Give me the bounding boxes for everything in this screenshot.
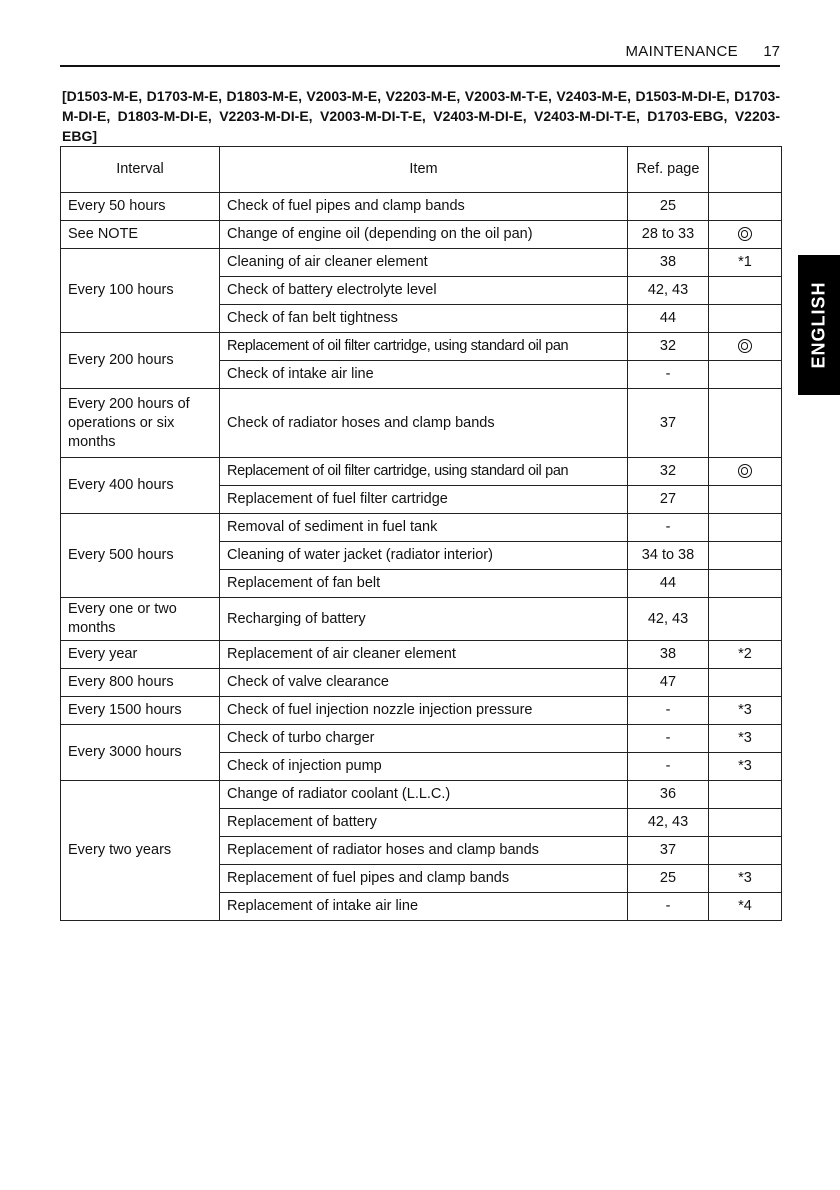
note-cell	[709, 305, 782, 333]
ref-page-cell: 42, 43	[628, 598, 709, 641]
item-cell: Check of injection pump	[220, 753, 628, 781]
note-cell	[709, 277, 782, 305]
ref-page-cell: -	[628, 697, 709, 725]
item-cell: Replacement of fuel pipes and clamp bands	[220, 865, 628, 893]
table-row	[61, 333, 782, 361]
note-cell: *4	[709, 893, 782, 921]
table-row	[61, 193, 782, 221]
interval-cell: Every one or two months	[61, 598, 220, 641]
double-circle-icon	[738, 227, 752, 241]
note-cell	[709, 193, 782, 221]
note-cell	[709, 598, 782, 641]
ref-page-cell: 42, 43	[628, 277, 709, 305]
interval-cell: Every 200 hours of operations or six months	[61, 389, 220, 458]
section-title: MAINTENANCE	[625, 43, 738, 60]
language-tab	[798, 255, 840, 395]
ref-page-cell: -	[628, 361, 709, 389]
ref-page-cell: -	[628, 893, 709, 921]
ref-page-cell: 25	[628, 193, 709, 221]
ref-page-cell: 38	[628, 641, 709, 669]
header-ref-page: Ref. page	[628, 147, 709, 193]
interval-cell: Every 800 hours	[61, 669, 220, 697]
important-mark-cell	[709, 221, 782, 249]
interval-cell: Every 1500 hours	[61, 697, 220, 725]
note-cell: *3	[709, 753, 782, 781]
note-cell	[709, 542, 782, 570]
item-cell: Check of intake air line	[220, 361, 628, 389]
ref-page-cell: 37	[628, 837, 709, 865]
interval-cell: Every 500 hours	[61, 514, 220, 598]
item-cell: Change of radiator coolant (L.L.C.)	[220, 781, 628, 809]
header-item: Item	[220, 147, 628, 193]
item-cell: Recharging of battery	[220, 598, 628, 641]
note-cell	[709, 809, 782, 837]
item-cell: Replacement of intake air line	[220, 893, 628, 921]
interval-cell: Every year	[61, 641, 220, 669]
ref-page-cell: 38	[628, 249, 709, 277]
ref-page-cell: 36	[628, 781, 709, 809]
double-circle-icon	[738, 339, 752, 353]
important-mark-cell	[709, 458, 782, 486]
note-cell	[709, 514, 782, 542]
table-row	[61, 221, 782, 249]
ref-page-cell: 25	[628, 865, 709, 893]
ref-page-cell: -	[628, 753, 709, 781]
interval-cell: Every two years	[61, 781, 220, 921]
table-row	[61, 641, 782, 669]
ref-page-cell: 37	[628, 389, 709, 458]
ref-page-cell: 44	[628, 570, 709, 598]
note-cell: *3	[709, 697, 782, 725]
table-row	[61, 389, 782, 458]
note-cell: *1	[709, 249, 782, 277]
interval-cell: Every 50 hours	[61, 193, 220, 221]
note-cell	[709, 570, 782, 598]
note-cell	[709, 389, 782, 458]
page-header	[60, 43, 780, 67]
interval-cell: See NOTE	[61, 221, 220, 249]
important-mark-cell	[709, 333, 782, 361]
item-cell: Check of valve clearance	[220, 669, 628, 697]
header-interval: Interval	[61, 147, 220, 193]
maintenance-table	[60, 146, 782, 921]
interval-cell: Every 3000 hours	[61, 725, 220, 781]
ref-page-cell: 32	[628, 458, 709, 486]
item-cell: Replacement of air cleaner element	[220, 641, 628, 669]
language-tab-label: ENGLISH	[808, 281, 829, 369]
item-cell: Check of fuel injection nozzle injection pressure	[220, 697, 628, 725]
item-cell: Check of fuel pipes and clamp bands	[220, 193, 628, 221]
note-cell: *3	[709, 725, 782, 753]
table-body	[61, 193, 782, 921]
ref-page-cell: 32	[628, 333, 709, 361]
double-circle-icon	[738, 464, 752, 478]
note-cell	[709, 361, 782, 389]
note-cell: *3	[709, 865, 782, 893]
interval-cell: Every 100 hours	[61, 249, 220, 333]
table-row	[61, 725, 782, 753]
interval-cell: Every 200 hours	[61, 333, 220, 389]
item-cell: Cleaning of air cleaner element	[220, 249, 628, 277]
note-cell: *2	[709, 641, 782, 669]
ref-page-cell: 28 to 33	[628, 221, 709, 249]
page-number: 17	[763, 43, 780, 60]
table-row	[61, 458, 782, 486]
item-cell: Replacement of radiator hoses and clamp bands	[220, 837, 628, 865]
item-cell: Replacement of fuel filter cartridge	[220, 486, 628, 514]
table-header-row	[61, 147, 782, 193]
item-cell: Check of battery electrolyte level	[220, 277, 628, 305]
item-cell: Check of radiator hoses and clamp bands	[220, 389, 628, 458]
interval-cell: Every 400 hours	[61, 458, 220, 514]
ref-page-cell: 44	[628, 305, 709, 333]
item-cell: Replacement of fan belt	[220, 570, 628, 598]
ref-page-cell: -	[628, 514, 709, 542]
table-row	[61, 514, 782, 542]
ref-page-cell: 34 to 38	[628, 542, 709, 570]
note-cell	[709, 486, 782, 514]
note-cell	[709, 669, 782, 697]
model-list: [D1503-M-E, D1703-M-E, D1803-M-E, V2003-M-E, V2203-M-E, V2003-M-T-E, V2403-M-E, D1503-M-DI-E, D1703-M-DI-E, D1803-M-DI-E, V2203-M-DI-E, V2003-M-DI-T-E, V2403-M-DI-E, V2403-M-DI-T-E, D1703-EBG, V2203-EBG]	[62, 88, 780, 144]
table-row	[61, 249, 782, 277]
table-row	[61, 781, 782, 809]
note-cell	[709, 781, 782, 809]
item-cell: Replacement of oil filter cartridge, using standard oil pan	[220, 458, 628, 486]
item-cell: Replacement of oil filter cartridge, using standard oil pan	[220, 333, 628, 361]
ref-page-cell: 27	[628, 486, 709, 514]
item-cell: Replacement of battery	[220, 809, 628, 837]
ref-page-cell: -	[628, 725, 709, 753]
table-row	[61, 598, 782, 641]
item-cell: Check of fan belt tightness	[220, 305, 628, 333]
item-cell: Removal of sediment in fuel tank	[220, 514, 628, 542]
ref-page-cell: 42, 43	[628, 809, 709, 837]
item-cell: Cleaning of water jacket (radiator interior)	[220, 542, 628, 570]
item-cell: Check of turbo charger	[220, 725, 628, 753]
table-row	[61, 669, 782, 697]
item-cell: Change of engine oil (depending on the oil pan)	[220, 221, 628, 249]
ref-page-cell: 47	[628, 669, 709, 697]
note-cell	[709, 837, 782, 865]
table-row	[61, 697, 782, 725]
header-mark	[709, 147, 782, 193]
